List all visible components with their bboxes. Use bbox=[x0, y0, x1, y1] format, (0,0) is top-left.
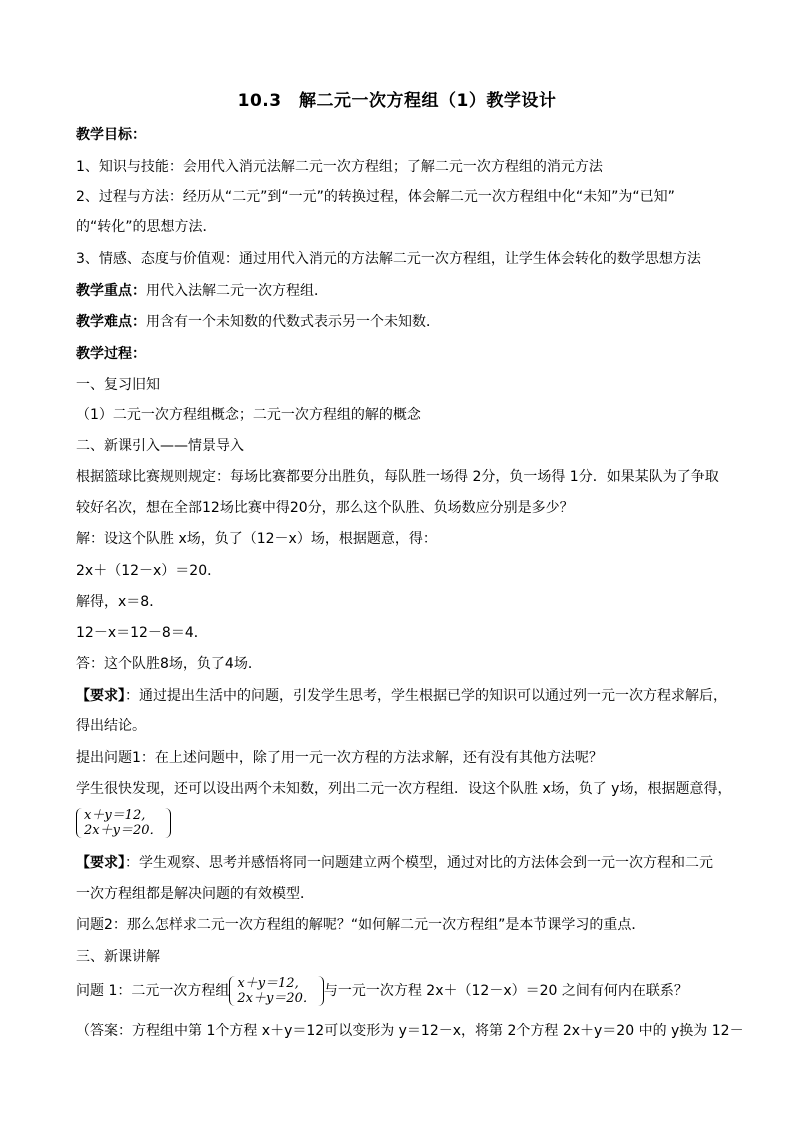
page-title: 10.3 解二元一次方程组（1）教学设计 bbox=[237, 91, 557, 111]
objective-knowledge: 1、知识与技能：会用代入消元法解二元一次方程组；了解二元一次方程组的消元方法 bbox=[76, 159, 603, 175]
section-intro: 二、新课引入——情景导入 bbox=[76, 438, 244, 454]
inline-right-paren bbox=[318, 976, 324, 1006]
loss-calc: 12－x＝12－8＝4． bbox=[76, 625, 208, 641]
equation-line: 2x＋（12－x）＝20． bbox=[76, 563, 222, 579]
question-2: 问题2：那么怎样求二元一次方程组的解呢？“如何解二元一次方程组”是本节课学习的重点． bbox=[76, 917, 646, 933]
solution-setup: 解：设这个队胜 x场，负了（12－x）场，根据题意，得： bbox=[76, 531, 437, 547]
left-brace bbox=[76, 808, 83, 838]
section-review: 一、复习旧知 bbox=[76, 377, 160, 393]
question-1-intro: 提出问题1：在上述问题中，除了用一元一次方程的方法求解，还有没有其他方法呢？ bbox=[76, 750, 603, 766]
key-point-label: 教学重点： bbox=[76, 283, 146, 299]
problem-text-1: 根据篮球比赛规则规定：每场比赛都要分出胜负，每队胜一场得 2分，负一场得 1分．如果某队为了争取 bbox=[76, 469, 719, 485]
requirement-line-2 bbox=[76, 854, 726, 872]
objective-process: 2、过程与方法：经历从“二元”到“一元”的转换过程，体会解二元一次方程组中化“未知”为“已知” bbox=[76, 189, 675, 205]
question-1-suffix: 与一元一次方程 2x＋（12－x）＝20 之间有何内在联系？ bbox=[323, 983, 688, 999]
right-paren bbox=[165, 808, 171, 838]
difficulty-label: 教学难点： bbox=[76, 314, 146, 330]
inline-left-brace bbox=[229, 976, 236, 1006]
student-discovery: 学生很快发现，还可以设出两个未知数，列出二元一次方程组．设这个队胜 x场，负了 y场，根据题意得， bbox=[76, 781, 732, 797]
problem-text-2: 较好名次，想在全部12场比赛中得20分，那么这个队胜、负场数应分别是多少？ bbox=[76, 500, 574, 516]
equation-system bbox=[76, 808, 171, 838]
review-item: （1）二元一次方程组概念；二元一次方程组的解的概念 bbox=[76, 407, 421, 423]
answer-line: 答：这个队胜8场，负了4场． bbox=[76, 656, 262, 672]
requirement-label: 【要求】 bbox=[76, 688, 125, 704]
requirement-line-1 bbox=[76, 687, 726, 705]
requirement-text-2: ：学生观察、思考并感悟将同一问题建立两个模型，通过对比的方法体会到一元一次方程和二元 bbox=[125, 855, 713, 871]
key-point-text: 用代入法解二元一次方程组． bbox=[146, 283, 328, 299]
question-1-system-line bbox=[76, 976, 726, 1006]
objective-emotion: 3、情感、态度与价值观：通过用代入消元的方法解二元一次方程组，让学生体会转化的数学思想方法 bbox=[76, 251, 701, 267]
objective-process-cont: 的“转化”的思想方法． bbox=[76, 219, 217, 235]
difficulty-line bbox=[76, 313, 726, 331]
solve-result: 解得，x＝8． bbox=[76, 594, 164, 610]
key-point-line bbox=[76, 282, 726, 300]
system-eq2: 2x＋y＝20． bbox=[84, 823, 163, 838]
process-heading: 教学过程： bbox=[76, 346, 146, 362]
requirement-label-2: 【要求】 bbox=[76, 855, 125, 871]
equation-system-1 bbox=[76, 808, 171, 838]
inline-eq2: 2x＋y＝20． bbox=[237, 991, 316, 1006]
system-eq1: x＋y＝12, bbox=[84, 808, 146, 823]
requirement-text-1-cont: 得出结论。 bbox=[76, 718, 146, 734]
requirement-text-2-cont: 一次方程组都是解决问题的有效模型． bbox=[76, 886, 314, 902]
question-1-prefix: 问题 1：二元一次方程组 bbox=[76, 983, 230, 999]
section-lecture: 三、新课讲解 bbox=[76, 949, 160, 965]
requirement-text-1: ：通过提出生活中的问题，引发学生思考，学生根据已学的知识可以通过列一元一次方程求解后， bbox=[125, 688, 727, 704]
objectives-heading: 教学目标： bbox=[76, 127, 146, 143]
inline-eq1: x＋y＝12, bbox=[237, 976, 299, 991]
inline-equation-system bbox=[229, 976, 324, 1006]
answer-explanation: （答案：方程组中第 1个方程 x＋y＝12可以变形为 y＝12－x，将第 2个方程 2x＋y＝20 中的 y换为 12－ bbox=[76, 1023, 744, 1039]
difficulty-text: 用含有一个未知数的代数式表示另一个未知数． bbox=[146, 314, 440, 330]
